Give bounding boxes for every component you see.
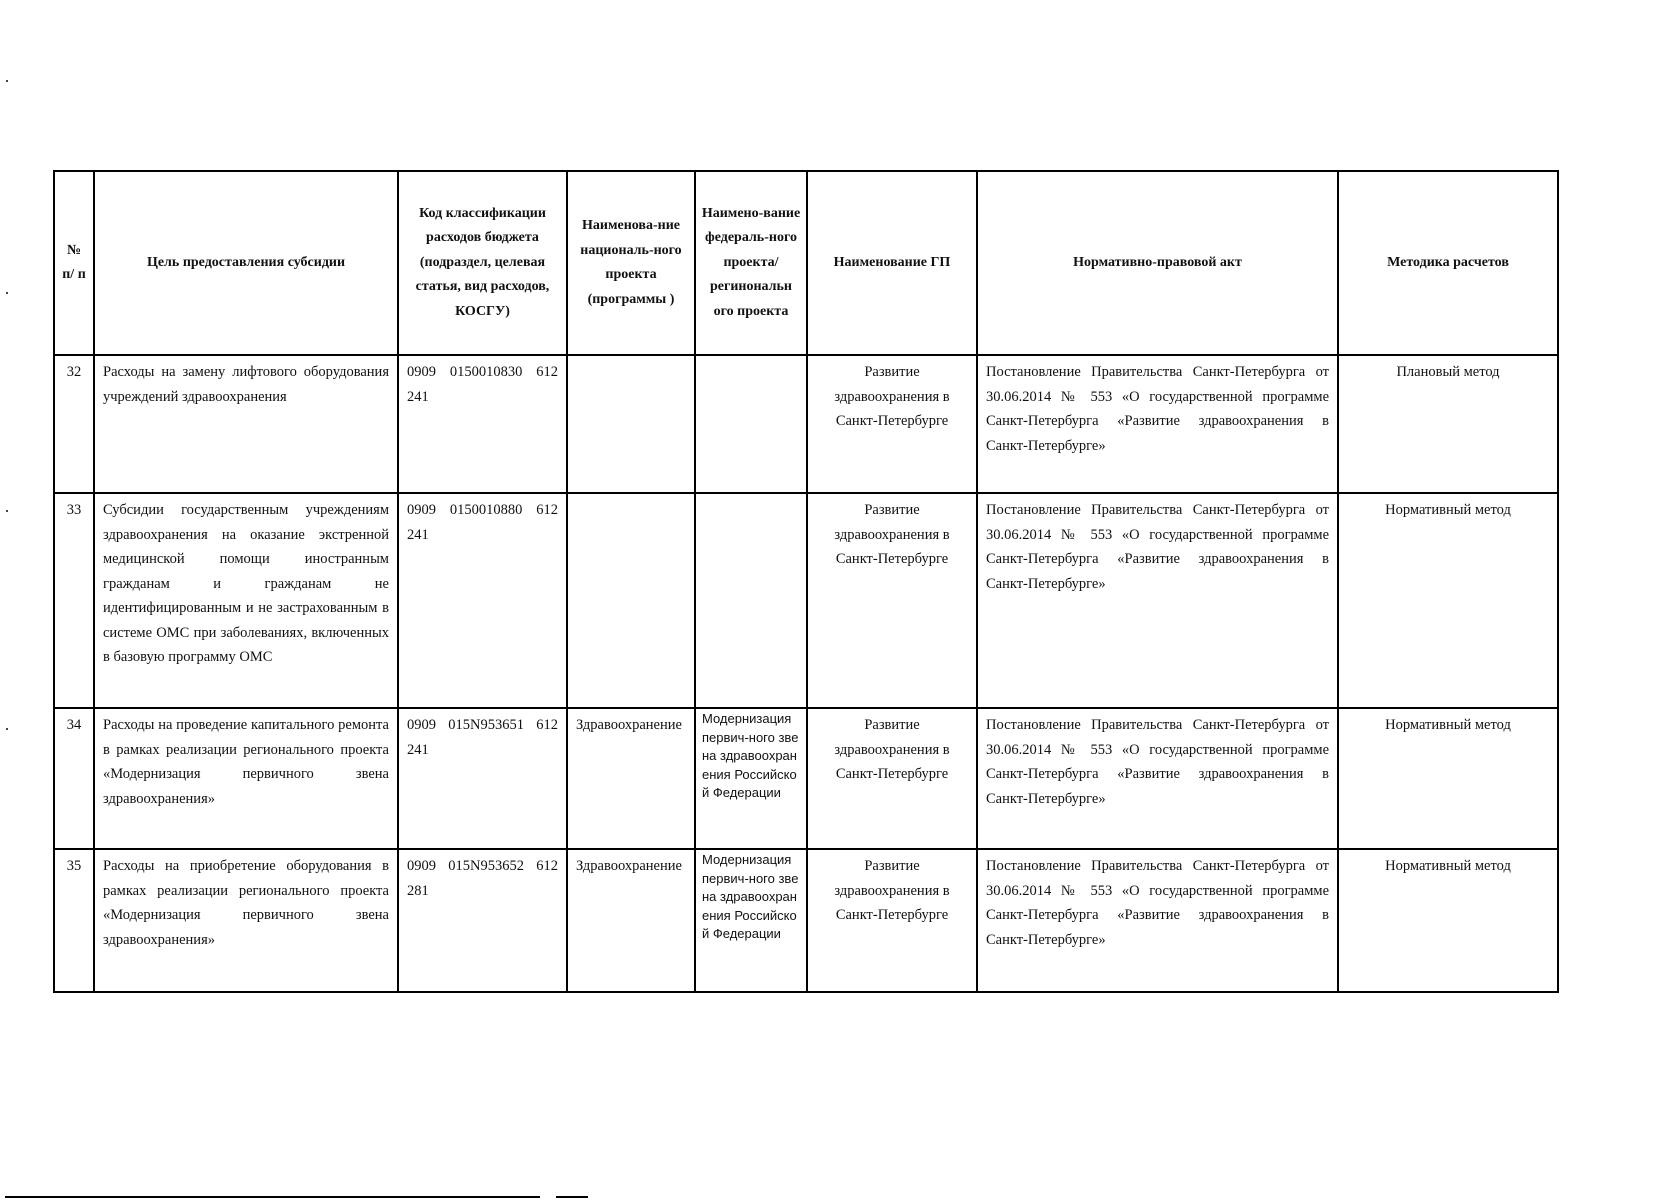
row-goal: Расходы на приобретение оборудования в рамках реализации регионального проекта «Модернизация первичного звена здравоохранения» <box>94 849 398 992</box>
row-number: 35 <box>54 849 94 992</box>
row-goal: Субсидии государственным учреждениям здравоохранения на оказание экстренной медицинской помощи иностранным гражданам и гражданам не идентифицированным и не застрахованным в системе ОМС при заболеваниях, включенных в базовую программу ОМС <box>94 493 398 708</box>
header-code: Код классификации расходов бюджета (подраздел, целевая статья, вид расходов, КОСГУ) <box>398 171 567 355</box>
row-number: 32 <box>54 355 94 493</box>
header-goal: Цель предоставления субсидии <box>94 171 398 355</box>
subsidy-table <box>53 170 1559 993</box>
row-federal-project <box>695 493 807 708</box>
row-national-project: Здравоохранение <box>567 708 695 849</box>
table-row <box>54 355 1558 493</box>
header-method: Методика расчетов <box>1338 171 1558 355</box>
row-federal-project <box>695 355 807 493</box>
row-national-project <box>567 493 695 708</box>
row-method: Нормативный метод <box>1338 493 1558 708</box>
row-legal-act: Постановление Правительства Санкт-Петербурга от 30.06.2014 № 553 «О государственной программе Санкт-Петербурга «Развитие здравоохранения в Санкт-Петербурге» <box>977 708 1338 849</box>
margin-mark <box>6 510 8 512</box>
row-code: 0909 015N953652 612 281 <box>398 849 567 992</box>
row-gp-name: Развитие здравоохранения в Санкт-Петербурге <box>807 493 977 708</box>
header-national-project: Наименова-ние националь-ного проекта (программы ) <box>567 171 695 355</box>
row-method: Плановый метод <box>1338 355 1558 493</box>
row-code: 0909 015N953651 612 241 <box>398 708 567 849</box>
header-federal-project: Наимено-вание федераль-ного проекта/ регинональн ого проекта <box>695 171 807 355</box>
row-legal-act: Постановление Правительства Санкт-Петербурга от 30.06.2014 № 553 «О государственной программе Санкт-Петербурга «Развитие здравоохранения в Санкт-Петербурге» <box>977 849 1338 992</box>
row-method: Нормативный метод <box>1338 849 1558 992</box>
row-code: 0909 0150010880 612 241 <box>398 493 567 708</box>
table-row <box>54 708 1558 849</box>
row-goal: Расходы на замену лифтового оборудования учреждений здравоохранения <box>94 355 398 493</box>
row-federal-project: Модернизация первич-ного звена здравоохранения Российской Федерации <box>695 849 807 992</box>
row-national-project: Здравоохранение <box>567 849 695 992</box>
table-row <box>54 493 1558 708</box>
row-goal: Расходы на проведение капитального ремонта в рамках реализации регионального проекта «Модернизация первичного звена здравоохранения» <box>94 708 398 849</box>
row-national-project <box>567 355 695 493</box>
margin-mark <box>6 728 8 730</box>
row-gp-name: Развитие здравоохранения в Санкт-Петербурге <box>807 355 977 493</box>
row-method: Нормативный метод <box>1338 708 1558 849</box>
header-gp-name: Наименование ГП <box>807 171 977 355</box>
row-number: 34 <box>54 708 94 849</box>
row-code: 0909 0150010830 612 241 <box>398 355 567 493</box>
row-gp-name: Развитие здравоохранения в Санкт-Петербурге <box>807 849 977 992</box>
table-row <box>54 849 1558 992</box>
footer-rule <box>5 1196 540 1198</box>
row-gp-name: Развитие здравоохранения в Санкт-Петербурге <box>807 708 977 849</box>
row-legal-act: Постановление Правительства Санкт-Петербурга от 30.06.2014 № 553 «О государственной программе Санкт-Петербурга «Развитие здравоохранения в Санкт-Петербурге» <box>977 493 1338 708</box>
row-legal-act: Постановление Правительства Санкт-Петербурга от 30.06.2014 № 553 «О государственной программе Санкт-Петербурга «Развитие здравоохранения в Санкт-Петербурге» <box>977 355 1338 493</box>
footer-rule <box>556 1196 588 1198</box>
header-num: № п/ п <box>54 171 94 355</box>
table-header-row <box>54 171 1558 355</box>
row-federal-project: Модернизация первич-ного звена здравоохранения Российской Федерации <box>695 708 807 849</box>
header-legal-act: Нормативно-правовой акт <box>977 171 1338 355</box>
margin-mark <box>6 292 8 294</box>
margin-mark <box>6 80 8 82</box>
row-number: 33 <box>54 493 94 708</box>
